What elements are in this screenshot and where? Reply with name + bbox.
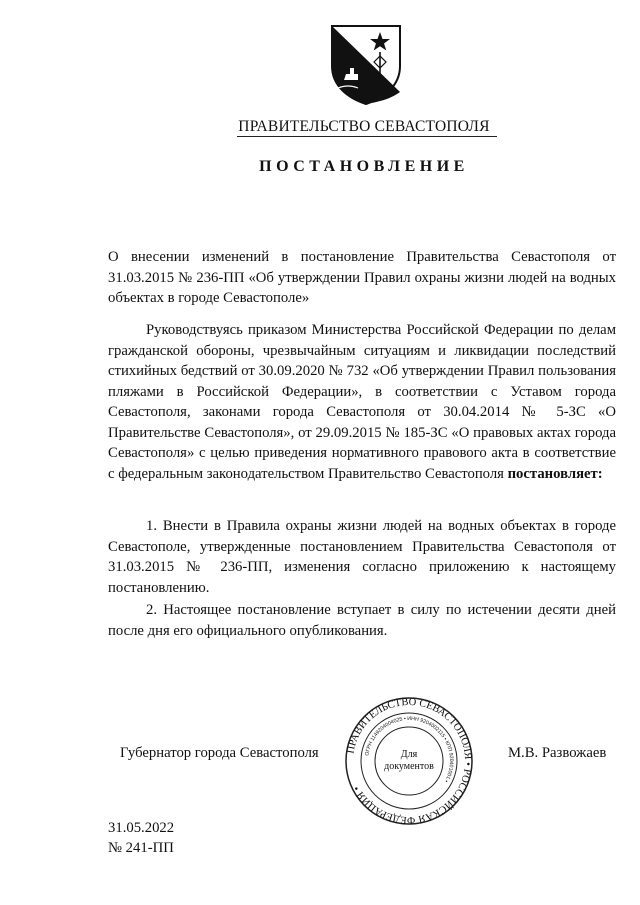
seal-center-line1: Для (400, 749, 418, 760)
seal-outer-text: ПРАВИТЕЛЬСТВО СЕВАСТОПОЛЯ • РОССИЙСКАЯ ФЕДЕРАЦИЯ • (345, 696, 474, 826)
document-number: № 241-ПП (108, 840, 174, 856)
document-date-number (108, 818, 174, 858)
signatory-title: Губернатор города Севастополя (120, 745, 319, 761)
signatory-name: М.В. Развожаев (508, 745, 607, 761)
document-date: 31.05.2022 (108, 820, 175, 836)
official-seal-stamp (343, 695, 475, 827)
preamble-paragraph (108, 320, 616, 484)
document-subject: О внесении изменений в постановление Правительства Севастополя от 31.03.2015 № 236-ПП «Об утверждении Правил охраны жизни людей на водных объектах в городе Севастополе» (108, 249, 616, 306)
seal-inner-text: ОГРН 1149204004025 • ИНН 9204002115 • КПП 920401001 • (364, 715, 455, 784)
resolution-item: 2. Настоящее постановление вступает в силу по истечении десяти дней после дня его официального опубликования. (108, 602, 616, 639)
decision-word: постановляет: (507, 465, 603, 482)
document-type-title: ПОСТАНОВЛЕНИЕ (259, 158, 469, 175)
resolution-item: 1. Внести в Правила охраны жизни людей на водных объектах в городе Севастополе, утвержденные постановлением Правительства Севастополя от 31.03.2015 № 236-ПП, изменения согласно приложению к настоящему постановлению. (108, 518, 616, 596)
preamble-text: Руководствуясь приказом Министерства Российской Федерации по делам гражданской обороны, чрезвычайным ситуациям и ликвидации последствий стихийных бедствий от 30.09.2020 № 732 «Об утверждении Правил пользования пляжами в Российской Федерации», в соответствии с Уставом города Севастополя, законами города Севастополя от 30.04.2014 № 5-ЗС «О Правительстве Севастополя», от 29.09.2015 № 185-ЗС «О правовых актах города Севастополя» с целью приведения нормативного правового акта в соответствие с федеральным законодательством Правительство Севастополя (108, 322, 616, 482)
organization-name: ПРАВИТЕЛЬСТВО СЕВАСТОПОЛЯ (238, 118, 490, 135)
resolution-items (108, 516, 616, 641)
header-divider (237, 136, 497, 137)
seal-center-line2: документов (384, 761, 434, 772)
sevastopol-coat-of-arms-icon (328, 22, 404, 106)
